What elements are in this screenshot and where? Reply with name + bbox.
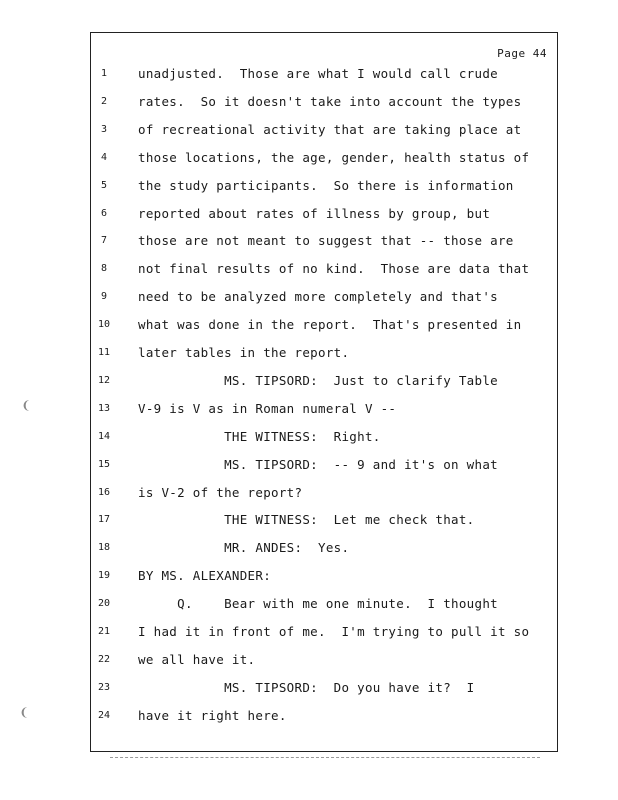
line-number: 10	[97, 319, 111, 331]
line-number: 13	[97, 402, 111, 414]
footer-rule	[110, 757, 540, 758]
line-number: 2	[100, 95, 108, 107]
transcript-line-text: rates. So it doesn't take into account the types	[138, 93, 522, 109]
line-number: 5	[100, 179, 108, 191]
transcript-line-text: I had it in front of me. I'm trying to pull it so	[138, 624, 530, 639]
transcript-line-text: MR. ANDES: Yes.	[138, 540, 350, 556]
line-number: 14	[97, 430, 111, 442]
line-number: 17	[97, 514, 111, 526]
transcript-line-text: BY MS. ALEXANDER:	[138, 568, 272, 584]
transcript-page	[90, 32, 558, 752]
transcript-line-text: MS. TIPSORD: Just to clarify Table	[138, 372, 498, 388]
transcript-line-text: have it right here.	[138, 707, 287, 723]
transcript-line-text: those locations, the age, gender, health status of	[138, 149, 530, 165]
transcript-line-text: those are not meant to suggest that -- those are	[138, 233, 514, 249]
line-number: 20	[97, 598, 111, 610]
transcript-line-text: we all have it.	[138, 651, 256, 667]
line-number: 24	[97, 709, 111, 721]
line-number: 15	[97, 458, 111, 470]
transcript-line-text: what was done in the report. That's presented in	[138, 317, 522, 333]
page-number: Page 44	[497, 47, 547, 60]
line-number: 3	[100, 123, 108, 135]
transcript-line-text: Q. Bear with me one minute. I thought	[138, 596, 498, 612]
transcript-line-text: reported about rates of illness by group, but	[138, 205, 491, 221]
line-number: 22	[97, 653, 111, 665]
transcript-line-text: V-9 is V as in Roman numeral V --	[138, 400, 397, 416]
line-number: 12	[97, 374, 111, 386]
line-number: 21	[97, 626, 111, 637]
scan-artifact-mark: ❨	[22, 398, 31, 414]
line-number: 19	[97, 570, 111, 582]
scan-artifact-mark: ❨	[20, 705, 29, 721]
line-number: 16	[97, 486, 111, 498]
line-number: 7	[100, 235, 108, 247]
line-number: 11	[97, 347, 111, 358]
line-number: 18	[97, 542, 111, 554]
transcript-line-text: MS. TIPSORD: -- 9 and it's on what	[138, 456, 498, 472]
transcript-line-text: THE WITNESS: Let me check that.	[138, 512, 475, 528]
line-number: 23	[97, 681, 111, 693]
line-number: 6	[100, 207, 108, 219]
line-number: 8	[100, 263, 108, 275]
transcript-line-text: of recreational activity that are taking place at	[138, 121, 522, 137]
transcript-line-text: not final results of no kind. Those are data that	[138, 261, 530, 277]
transcript-line-text: need to be analyzed more completely and that's	[138, 289, 498, 305]
transcript-line-text: later tables in the report.	[138, 345, 350, 360]
line-number: 4	[100, 151, 108, 163]
transcript-line-text: the study participants. So there is information	[138, 177, 514, 193]
transcript-line-text: THE WITNESS: Right.	[138, 428, 381, 444]
line-number: 1	[100, 68, 108, 79]
transcript-line-text: MS. TIPSORD: Do you have it? I	[138, 679, 475, 695]
transcript-line-text: is V-2 of the report?	[138, 484, 303, 500]
transcript-line-text: unadjusted. Those are what I would call crude	[138, 66, 498, 81]
line-number: 9	[100, 291, 108, 303]
